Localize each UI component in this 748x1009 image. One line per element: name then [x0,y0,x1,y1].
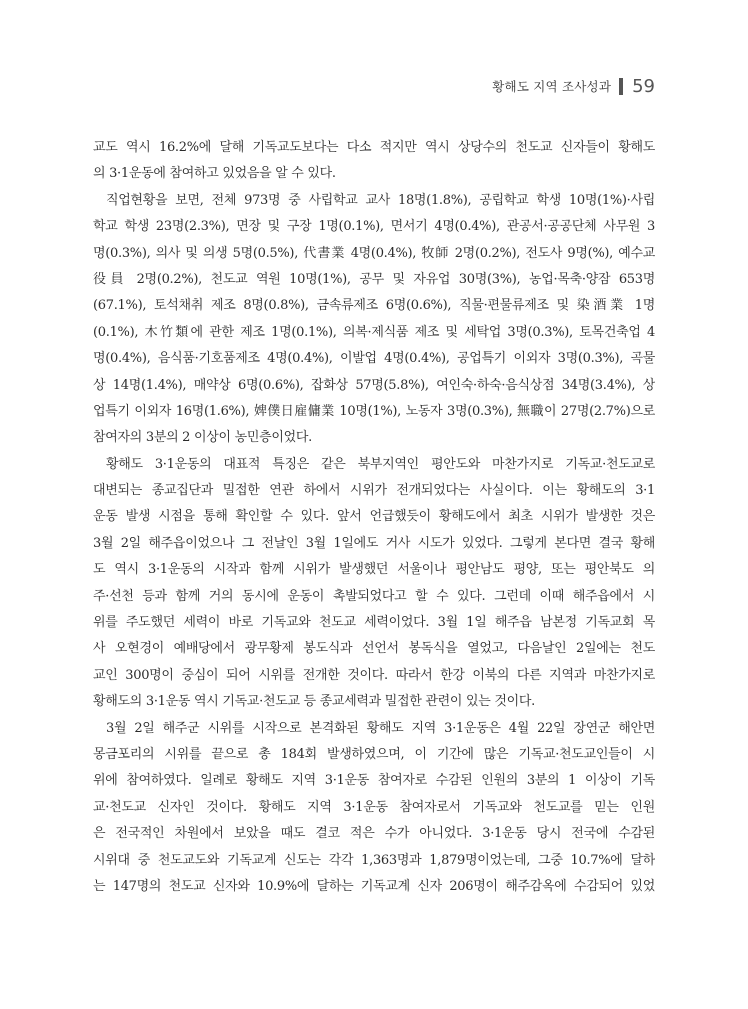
text-line: 위를 주도했던 세력이 바로 기독교와 천도교 세력이었다. 3월 1일 해주읍 남본정 기독교회 목 [93,615,655,631]
text-line: 학교 학생 23명(2.3%), 면장 및 구장 1명(0.1%), 면서기 4명(0.4%), 관공서·공공단체 사무원 3 [93,219,655,235]
text-line: 황해도의 3·1운동 역시 기독교·천도교 등 종교세력과 밀접한 관련이 있는 것이다. [93,694,535,710]
text-line: 3월 2일 해주읍이었으나 그 전날인 3월 1일에도 거사 시도가 있었다. 그렇게 본다면 결국 황해 [93,535,655,551]
text-line: (67.1%), 토석채취 제조 8명(0.8%), 금속류제조 6명(0.6%), 직물·편물류제조 및 染酒業 1명 [93,298,655,314]
text-line: 대변되는 종교집단과 밀접한 연관 하에서 시위가 전개되었다는 사실이다. 이는 황해도의 3·1 [93,483,655,499]
text-line: 시위대 중 천도교도와 기독교계 신도는 각각 1,363명과 1,879명이었는데, 그중 10.7%에 달하 [93,852,655,868]
running-title: 황해도 지역 조사성과 [492,79,612,94]
text-line: 운동 발생 시점을 통해 확인할 수 있다. 앞서 언급했듯이 황해도에서 최초 시위가 발생한 것은 [93,509,655,525]
paragraph-first-line: 직업현황을 보면, 전체 973명 중 사립학교 교사 18명(1.8%), 공립학교 학생 10명(1%)·사립 [106,192,655,208]
text-line: 주·선천 등과 함께 거의 동시에 운동이 촉발되었다고 할 수 있다. 그런데 이때 해주읍에서 시 [93,588,655,604]
paragraph-first-line: 3월 2일 해주군 시위를 시작으로 본격화된 황해도 지역 3·1운동은 4월 22일 장연군 해안면 [106,720,655,736]
running-header [492,74,655,98]
text-line: 도 역시 3·1운동의 시작과 함께 시위가 발생했던 서울이나 평안남도 평양, 또는 평안북도 의 [93,562,655,578]
text-line: 상 14명(1.4%), 매약상 6명(0.6%), 잡화상 57명(5.8%), 여인숙·하숙·음식상점 34명(3.4%), 상 [93,377,655,393]
text-line: 교인 300명이 중심이 되어 시위를 전개한 것이다. 따라서 한강 이북의 다른 지역과 마찬가지로 [93,667,655,683]
page-number: 59 [632,75,655,97]
text-line: 몽금포리의 시위를 끝으로 총 184회 발생하였으며, 이 기간에 많은 기독교·천도교인들이 시 [93,746,655,762]
body-text [93,135,655,900]
text-line: (0.1%), 木竹類에 관한 제조 1명(0.1%), 의복·제식품 제조 및 세탁업 3명(0.3%), 토목건축업 4 [93,324,655,340]
text-line: 는 147명의 천도교 신자와 10.9%에 달하는 기독교계 신자 206명이 해주감옥에 수감되어 있었 [93,878,655,894]
text-line: 사 오현경이 예배당에서 광무황제 봉도식과 선언서 봉독식을 열었고, 다음날인 2일에는 천도 [93,641,655,657]
text-line: 명(0.4%), 음식품·기호품제조 4명(0.4%), 이발업 4명(0.4%), 공업특기 이외자 3명(0.3%), 곡물 [93,351,655,367]
text-line: 교도 역시 16.2%에 달해 기독교도보다는 다소 적지만 역시 상당수의 천도교 신자들이 황해도 [93,140,655,155]
text-line: 참여자의 3분의 2 이상이 농민층이었다. [93,430,312,446]
text-line: 役員 2명(0.2%), 천도교 역원 10명(1%), 공무 및 자유업 30명(3%), 농업·목축·양잠 653명 [93,271,655,287]
text-line: 교·천도교 신자인 것이다. 황해도 지역 3·1운동 참여자로서 기독교와 천도교를 믿는 인원 [93,799,655,815]
text-line: 명(0.3%), 의사 및 의생 5명(0.5%), 代書業 4명(0.4%), 牧師 2명(0.2%), 전도사 9명(%), 예수교 [93,245,655,261]
paragraph-first-line: 황해도 3·1운동의 대표적 특징은 같은 북부지역인 평안도와 마찬가지로 기독교·천도교로 [106,456,655,472]
text-line: 은 전국적인 차원에서 보았을 때도 결코 적은 수가 아니었다. 3·1운동 당시 전국에 수감된 [93,826,655,842]
text-line: 위에 참여하였다. 일례로 황해도 지역 3·1운동 참여자로 수감된 인원의 3분의 1 이상이 기독 [93,773,655,789]
header-rule [619,78,623,95]
text-line: 의 3·1운동에 참여하고 있었음을 알 수 있다. [93,166,336,182]
text-line: 업특기 이외자 16명(1.6%), 婢僕日雇傭業 10명(1%), 노동자 3명(0.3%), 無職이 27명(2.7%)으로 [93,403,655,419]
